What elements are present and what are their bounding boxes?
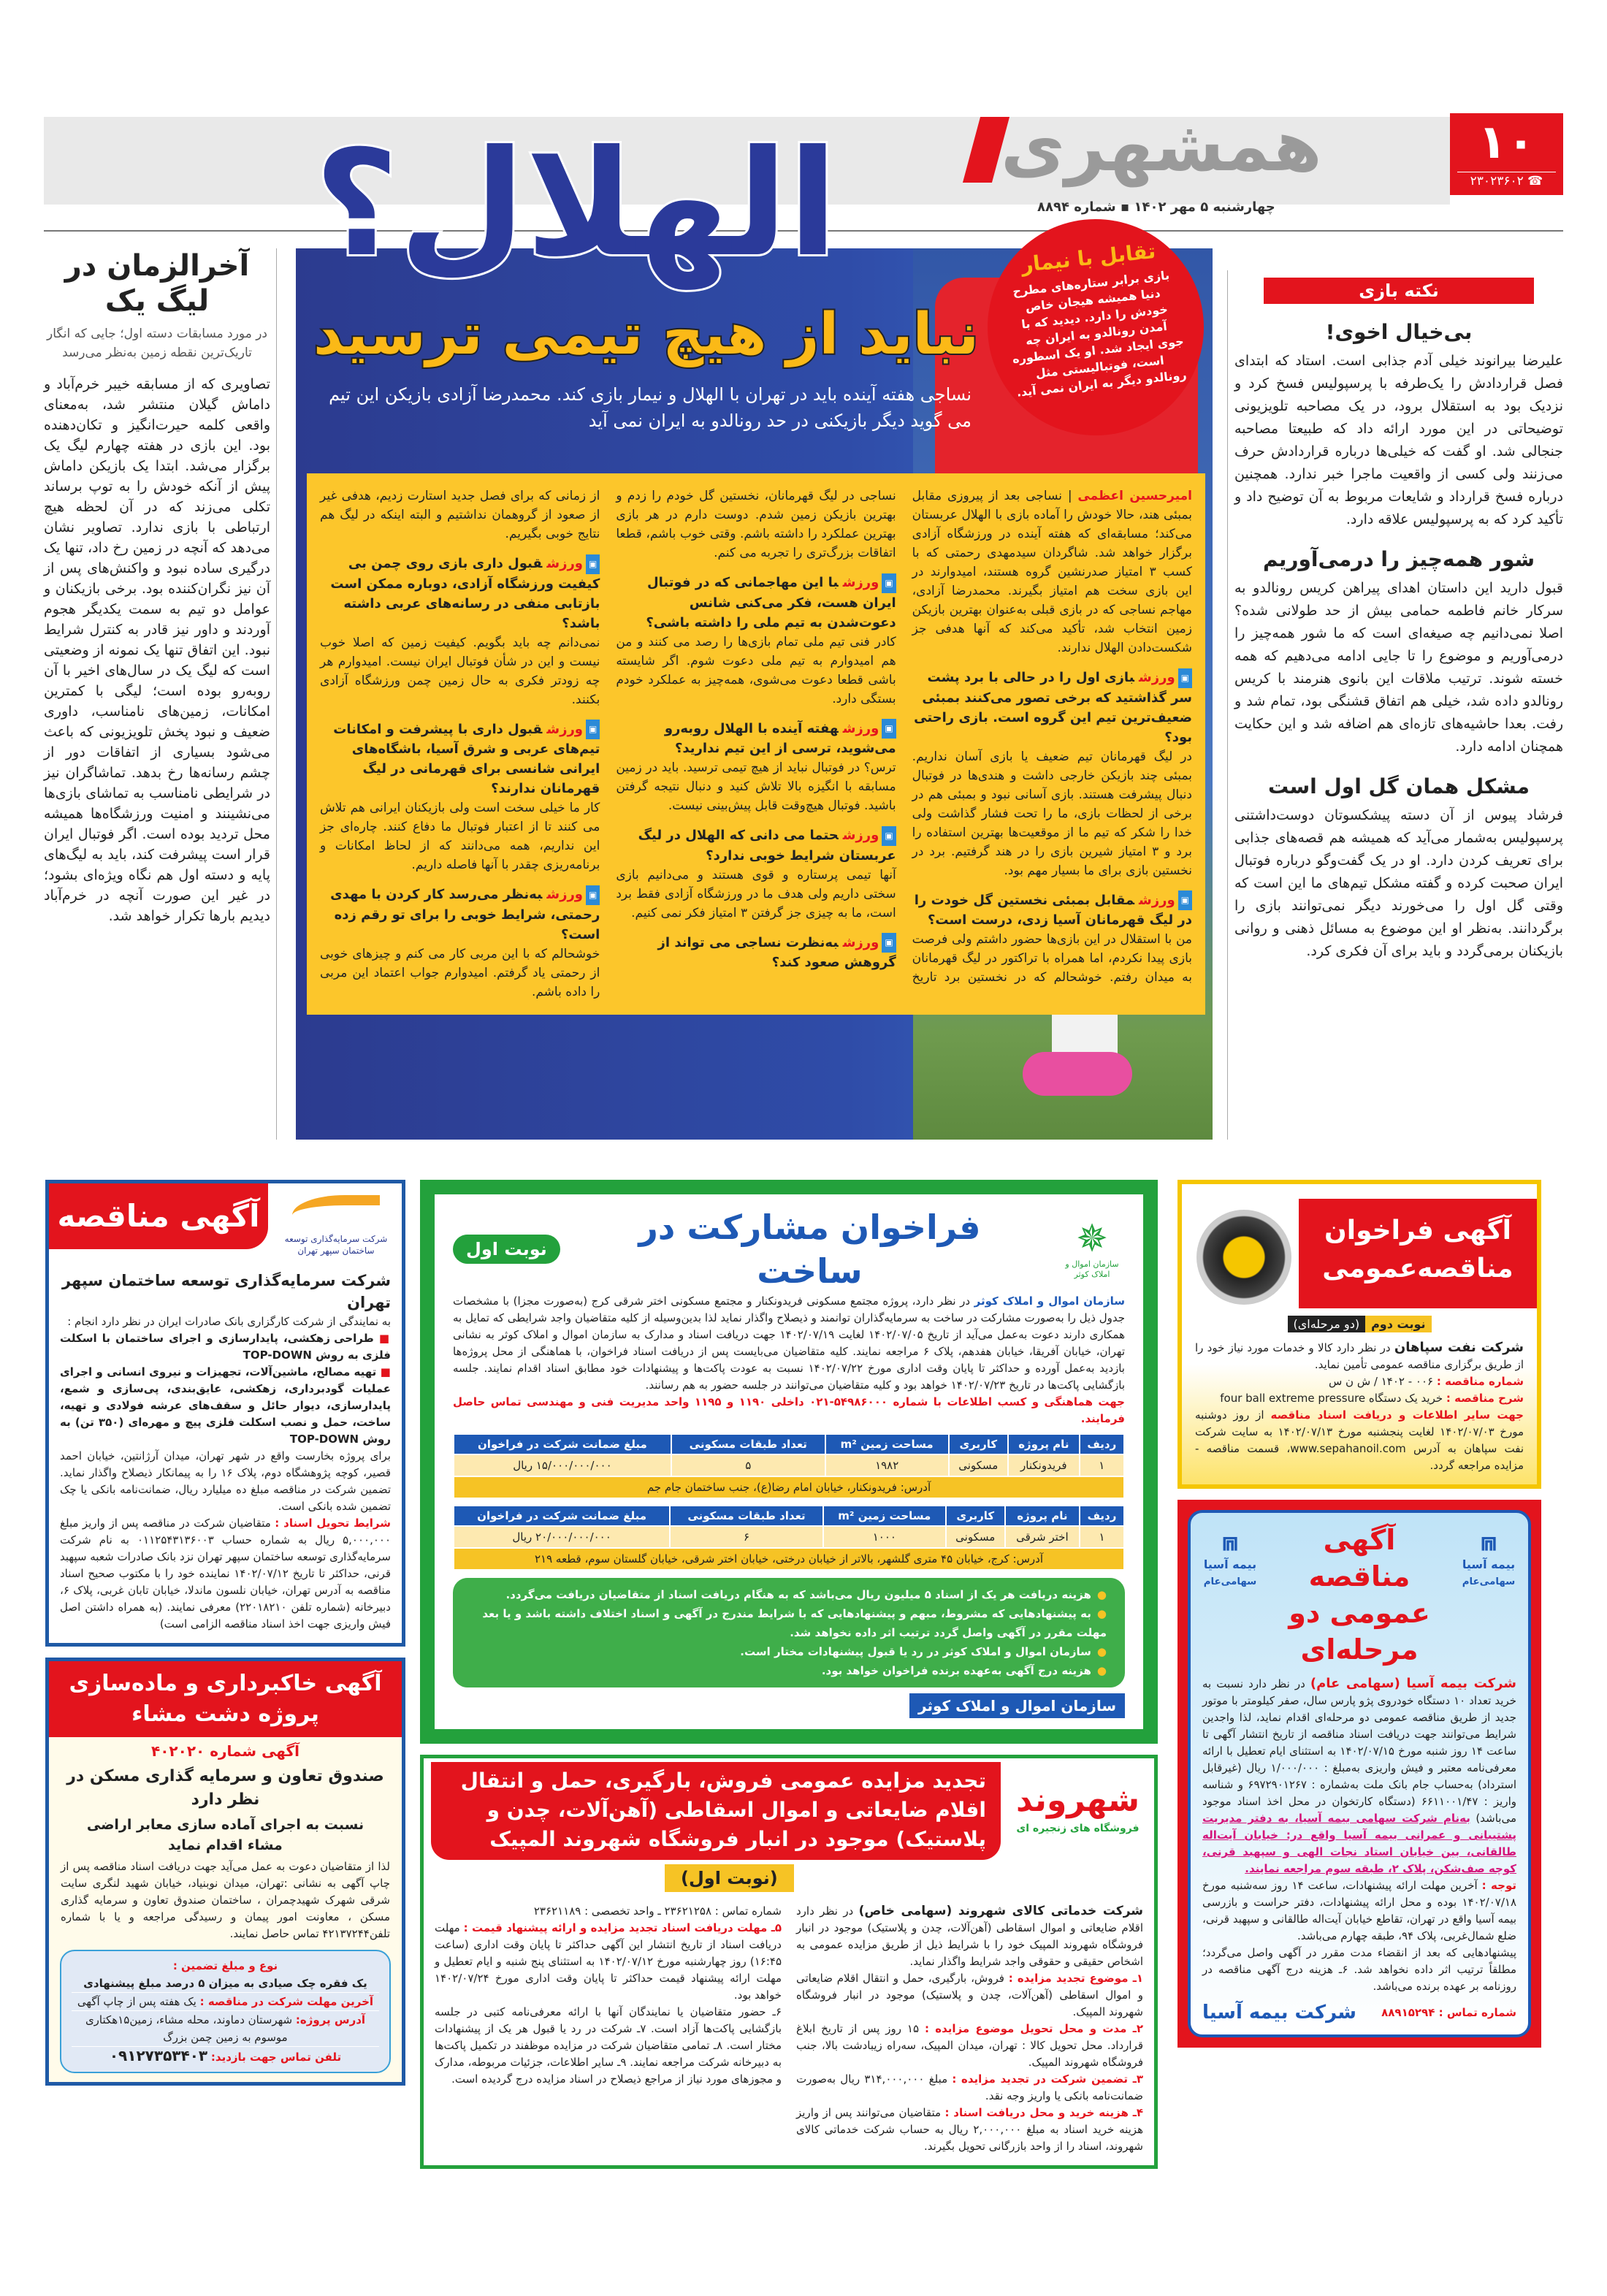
varzesh-logo-text: ورزش bbox=[1139, 892, 1175, 908]
interview-answer: آنها تیمی پرستاره و قوی هستند و می‌دانیم بازی سختی داریم ولی هدف ما در ورزشگاه آزادی فقط برد است، ما به چیزی جز گرفتن ۳ امتیاز فکر نمی کنیم. bbox=[616, 867, 896, 920]
intro-text: نساجی بعد از پیروزی مقابل بمبئی هند، حالا خودش را آماده بازی با الهلال عربستان می‌کند؛ مسابقه‌ای که هفته آینده در ورزشگاه آزادی برگزار خواهد شد. شاگردان سیدمهدی رحمتی که با کسب ۳ امتیاز صدرنشین گروه هستند، امیدوارند در این بازی سخت هم امتیاز بگیرند. محمدرضا آزادی، مهاجم نساجی که در بازی قبلی به‌عنوان بهترین بازیکن زمین انتخاب شد، تأکید می‌کند که آنها هدفی جز شکست‌دادن الهلال ندارند. bbox=[912, 489, 1192, 655]
table-cell: مسکونی bbox=[949, 1454, 1008, 1476]
address-row bbox=[454, 1548, 1124, 1570]
notes-box bbox=[453, 1578, 1125, 1687]
round-badge: نوبت دوم bbox=[1365, 1316, 1431, 1332]
details-box bbox=[60, 1950, 391, 2073]
question-text: حتما می دانی که الهلال در لیگ عربستان شرایط خوبی ندارد؟ bbox=[638, 828, 896, 863]
deadline bbox=[72, 1993, 379, 2010]
table-cell: ۶ bbox=[670, 1526, 823, 1548]
column-header: ردیف bbox=[1080, 1434, 1124, 1454]
guarantee bbox=[72, 1957, 379, 1992]
callout-text: بازی برابر ستاره‌های مطرح دنیا همیشه هیجان خاص خودش را دارد. دیدید که با آمدن رونالدو به ایران چه جوی ایجاد شد. او یک اسطوره است، فوتبالیستی مثل رونالدو دیگر به ایران نمی آید. bbox=[1012, 268, 1188, 400]
stage-badges bbox=[1182, 1314, 1537, 1335]
intro-text: در نظر دارد کالا و خدمات مورد نیاز خود را از طریق برگزاری مناقصه عمومی تأمین نماید. bbox=[1195, 1341, 1524, 1371]
note-item: ● هزینه درج آگهی به‌عهده برنده فراخوان خواهد بود. bbox=[471, 1661, 1107, 1680]
column-header: مبلغ ضمانت شرکت در فراخوان bbox=[454, 1506, 670, 1526]
org-name: سازمان اموال و املاک کوثر bbox=[974, 1294, 1126, 1308]
logo-swoosh-icon bbox=[292, 1195, 380, 1229]
logo-text: بیمه آسیا bbox=[1203, 1557, 1257, 1571]
section-kicker: نکته بازی bbox=[1264, 278, 1534, 304]
interview-answer: در لیگ قهرمانان تیم ضعیف یا بازی آسان نداریم. بمبئی چند بازیکن خارجی داشت و هندی‌ها در فوتبال دنبال پیشرفت هستند. بازی آسانی نبود و بمبئی هم در برخی از لحظات بازی، ما را تحت فشار گذاشت ولی خدا را شکر که تیم ما از موقعیت‌ها بهترین استفاده را برد و ۳ امتیاز شیرین بازی را در هند گرفتیم. برد در نخستین بازی برای ما بسیار مهم بود. bbox=[912, 749, 1193, 878]
interview-question bbox=[320, 720, 600, 799]
label: شماره مناقصه : bbox=[1436, 1375, 1524, 1388]
ads-column-middle bbox=[420, 1180, 1158, 2169]
note-text: آخرین مهلت ارائه پیشنهادات، ساعت ۱۴ روز سه‌شنبه مورخ ۱۴۰۲/۰۷/۱۸ بوده و محل ارائه پیشنهادات، دفتر حراست و بازرسی بیمه آسیا واقع در تهران، تقاطع خیابان آیت‌اله طالقانی و سپهبد قرنی، ضلع شمال‌غربی، پلاک ۹۴، طبقه چهارم می‌باشد. bbox=[1202, 1879, 1516, 1942]
ad-body bbox=[1202, 1675, 1516, 1877]
logo-text: بیمه آسیا bbox=[1462, 1557, 1516, 1571]
interview-answer: کادر فنی تیم ملی تمام بازی‌ها را رصد می کنند و من هم امیدوارم به تیم ملی دعوت شوم. اگر شایسته باشی قطعا دعوت می‌شوی، همه‌چیز به عملکرد خودم بستگی دارد. bbox=[616, 634, 896, 706]
left-story bbox=[44, 248, 270, 926]
ad-terms: پیشنهادهایی که بعد از انقضاء مدت مقرر در آگهی واصل می‌گردد؛ مطلقاً ترتیب اثر داده نخواهد شد. ۶ـ هزینه درج آگهی مناقصه در روزنامه بر عهده برنده می‌باشد. bbox=[1202, 1946, 1516, 1993]
interview-question bbox=[616, 825, 896, 866]
ad-title: آگهی فراخوان مناقصه‌عمومی bbox=[1299, 1199, 1537, 1308]
varzesh-logo-icon: ▣ bbox=[882, 573, 896, 593]
varzesh-logo-text: ورزش bbox=[842, 934, 879, 950]
label: ۱ـ موضوع تجدید مزایده : bbox=[1008, 1972, 1143, 1985]
interview-question bbox=[912, 668, 1192, 747]
varzesh-logo-icon: ▣ bbox=[586, 554, 600, 574]
varzesh-logo-icon: ▣ bbox=[1178, 668, 1192, 688]
project-address: آدرس: کرج، خیابان ۴۵ متری گلشهر، بالاتر از خیابان درختی، خیابان اختر شرقی، خیابان گلستان سوم، قطعه ۲۱۹ bbox=[454, 1548, 1124, 1570]
interview-question bbox=[616, 573, 896, 633]
varzesh-logo-icon: ▣ bbox=[882, 719, 896, 739]
ad-signature: شرکت بیمه آسیا bbox=[1202, 2002, 1356, 2024]
ad-title: فراخوان مشارکت در ساخت bbox=[638, 1208, 981, 1291]
table-header-row bbox=[454, 1506, 1124, 1526]
logo-sub: سهامی‌عام bbox=[1462, 1576, 1516, 1587]
varzesh-logo-text: ورزش bbox=[546, 887, 583, 902]
interview-question bbox=[320, 885, 600, 945]
main-headline: الهلال؟ bbox=[314, 119, 839, 289]
ad-body bbox=[49, 1740, 402, 1942]
value: مهلت دریافت اسناد از تاریخ انتشار این آگهی حداکثر تا پایان وقت اداری (ساعت ۱۶:۴۵) روز چهارشنبه مورخ ۱۴۰۲/۰۷/۱۲ به استثنای پنج شنبه و ایام تعطیل و مهلت ارائه پیشنهاد قیمت حداکثر تا پایان وقت اداری مورخ ۱۴۰۲/۰۷/۲۴ خواهد بود. bbox=[435, 1921, 782, 2002]
dateline: چهارشنبه ۵ مهر ۱۴۰۲ ▪ شماره ۸۸۹۴ bbox=[1037, 199, 1275, 215]
table-cell: ۱ bbox=[1080, 1526, 1124, 1548]
issue-date: چهارشنبه ۵ مهر ۱۴۰۲ bbox=[1134, 199, 1275, 215]
ad-badge: آگهی مناقصه bbox=[49, 1183, 268, 1249]
column-header: تعداد طبقات مسکونی bbox=[670, 1506, 823, 1526]
table-cell: اختر شرقی bbox=[1005, 1526, 1080, 1548]
ad-intro: به نمایندگی از شرکت کارگزاری بانک صادرات ایران در نظر دارد انجام : bbox=[67, 1315, 391, 1328]
interview-question bbox=[320, 554, 600, 633]
value: ۱۵ روز پس از تاریخ ابلاغ قرارداد. محل تحویل کالا : تهران، میدان المپیک، سه‌راه زیبادشت بالا، جنب فروشگاه شهروند المپیک. bbox=[796, 2022, 1143, 2069]
logo-sub: فروشگاه های زنجیره ای bbox=[1016, 1823, 1140, 1834]
contact-line: شماره تماس : ۲۳۶۲۱۲۵۸ ـ واحد تخصصی : ۲۳۶۲۱۱۸۹ bbox=[533, 1904, 782, 1918]
clause bbox=[435, 1920, 782, 2004]
table-cell: ۲۰/۰۰۰/۰۰۰/۰۰۰ ریال bbox=[454, 1526, 670, 1548]
varzesh-logo-text: ورزش bbox=[842, 720, 879, 736]
value: ۰۹۱۲۷۳۵۳۴۰۳ bbox=[109, 2047, 208, 2064]
table-cell: ۱ bbox=[1080, 1454, 1124, 1476]
value: شهرستان دماوند، محله مشاء، زمین۱۵هکتاری موسوم به زمین چمن بزرگ bbox=[85, 2013, 293, 2044]
question-text: قبول داری با پیشرفت و امکانات تیم‌های عربی و شرق آسیا، باشگاه‌های ایرانی شانسی برای قهرمانی در لیگ قهرمانان ندارند؟ bbox=[333, 721, 600, 796]
ad-number: آگهی شماره ۴۰۲۰۲۰ bbox=[150, 1742, 299, 1760]
body-text: لذا از متقاضیان دعوت به عمل می‌آید جهت دریافت اسناد مناقصه پس از چاپ آگهی به نشانی :تهران، میدان نوبنیاد، خیابان شهید لنگری سایت شرقی شهرک شهیدچمران ، ساختمان صندوق تعاون و سرمایه گذاری مسکن ، معاونت امور پیمان و رسیدگی مراجعه و یا با شماره تلفن۴۲۱۳۷۲۴۴ تماس حاصل نمایند. bbox=[61, 1860, 390, 1940]
column-header: تعداد طبقات مسکونی bbox=[671, 1434, 825, 1454]
shahrvand-logo bbox=[1016, 1780, 1140, 1836]
story-dek: در مورد مسابقات دسته اول؛ جایی که انگار تاریک‌ترین نقطه زمین به‌نظر می‌رسد bbox=[46, 327, 267, 360]
column-header: مساحت زمین m² bbox=[825, 1434, 949, 1454]
body-text: در نظر دارد نسبت به خرید تعداد ۱۰ دستگاه خودروی پژو پارس سال، صفر کیلومتر با موتور جدید از طریق مناقصه عمومی دو مرحله‌ای اقدام نماید، لذا واجدین شرایط می‌توانند جهت دریافت اسناد مناقصه از تاریخ انتشار آگهی تا ساعت ۱۴ روز شنبه مورخ ۱۴۰۲/۰۷/۱۵ به استثنای ایام تعطیل با ارائه معرفی‌نامه معتبر و فیش واریزی به‌مبلغ : ۱/۰۰۰/۰۰۰ ریال (غیرقابل استرداد) به‌حساب جام بانک ملت به‌شماره : ۶۹۷۲۹۰۱۲۶۷ و شناسه واریز : ۶۶۱۱۰۰۱/۴۷ (دستگاه کارتخوان در محل اخذ اسناد موجود می‌باشد) bbox=[1202, 1677, 1517, 1825]
varzesh-logo-icon: ▣ bbox=[586, 720, 600, 739]
question-text: هفته آینده با الهلال روبه‌رو می‌شوید، ترسی از این تیم ندارید؟ bbox=[664, 720, 896, 756]
section-body: قبول دارید این داستان اهدای پیراهن کریس رونالدو به سرکار خانم فاطمه حمامی بیش از حد طولانی شده؟ اصلا نمی‌دانیم چه صیغه‌ای است که ما شور همه‌چیز را درمی‌آوریم و موضوع را تا جایی ادامه می‌دهیم که همه خسته شوند. ترتیب ملاقات این بانوی هنرمند با کریس رونالدو داده شد، خیلی هم اتفاق قشنگی بود، تمام شد و رفت. بعدا حاشیه‌های تازه‌ای هم اضافه شد و این حکایت همچنان ادامه دارد. bbox=[1234, 580, 1563, 755]
column-header: نام پروژه bbox=[1008, 1434, 1080, 1454]
tender-info bbox=[1195, 1407, 1524, 1474]
varzesh-logo-icon: ▣ bbox=[882, 826, 896, 846]
interview-answer: خوشحالم که با این مربی کار می کنم و چیزهای خوبی از رحمتی یاد گرفتم. امیدوارم جواب اعتماد این مربی را داده باشم. bbox=[320, 946, 600, 999]
story-body: تصاویری که از مسابقه خیبر خرم‌آباد و داماش گیلان منتشر شد، به‌معنای واقعی کلمه حیرت‌انگیز و تکان‌دهنده بود. این بازی در هفته چهارم لیگ یک برگزار می‌شد. ابتدا یک بازیکن داماش پیش از آنکه خودش را به توپ برساند تکلی می‌زند که در آن لحظه هیچ ارتباطی با بازی ندارد. تصاویر نشان می‌دهد که آنچه در زمین رخ داد، تنها یک درگیری ساده نبود و واکنش‌های پس از آن نیز نگران‌کننده بود. برخی بازیکنان و عوامل دو تیم به سمت یکدیگر هجوم آوردند و داور نیز قادر به کنترل شرایط نبود. این اتفاق تنها یک نمونه از وضعیتی است که لیگ یک در سال‌های اخیر با آن روبه‌رو بوده است؛ لیگی با کمترین امکانات، زمین‌های نامناسب، داوری ضعیف و نبود پخش تلویزیونی که باعث می‌شود بسیاری از اتفاقات دور از چشم رسانه‌ها رخ بدهد. تماشاگران نیز در شرایطی نامناسب به تماشای بازی‌ها می‌نشینند و امنیت ورزشگاه‌ها همیشه محل تردید بوده است. اگر فوتبال ایران قرار است پیشرفت کند، باید به لیگ‌های پایه و دسته اول هم نگاه ویژه‌ای بشود؛ در غیر این صورت آنچه در خرم‌آباد دیدیم بارها تکرار خواهد شد. bbox=[44, 376, 270, 924]
asia-arch-icon: ⩎ bbox=[1222, 1527, 1238, 1557]
table-cell: ۱۵/۰۰۰/۰۰۰/۰۰۰ ریال bbox=[454, 1454, 671, 1476]
varzesh-logo-text: ورزش bbox=[842, 828, 879, 843]
column-header: کاربری bbox=[949, 1434, 1008, 1454]
project-address bbox=[72, 2011, 379, 2046]
ad-item: ■ طراحی زهکشی، پایدارسازی و اجرای ساختمان با اسکلت فلزی به روش TOP-DOWN bbox=[60, 1332, 391, 1362]
table-cell: ۱۹۸۲ bbox=[825, 1454, 949, 1476]
byline: امیرحسین اعظمی bbox=[1077, 489, 1192, 503]
company-logo bbox=[278, 1189, 394, 1256]
note-item: ● هزینه دریافت هر یک از اسناد ۵ میلیون ریال می‌باشد که به هنگام دریافت اسناد از متقاضیان دریافت می‌گردد. bbox=[471, 1585, 1107, 1604]
item-text: طراحی زهکشی، پایدارسازی و اجرای ساختمان با اسکلت فلزی به روش TOP-DOWN bbox=[60, 1332, 391, 1362]
asia-arch-icon: ⩎ bbox=[1481, 1527, 1497, 1557]
issue-number: شماره ۸۸۹۴ bbox=[1037, 199, 1116, 215]
section-body: علیرضا بیرانوند خیلی آدم جذابی است. استاد که ابتدای فصل قراردادش را یک‌طرفه با پرسپولیس فسخ کرد و نزدیک بود به استقلال برود، در یک مصاحبه تلویزیونی توضیحاتی در این مورد ارائه داد که طبیعتا مصاحبه جنجالی شد. او گفت که خیلی‌ها درباره قراردادش حرف می‌زنند ولی کسی از واقعیت ماجرا خبر ندارد. همچنین درباره فسخ قرارداد و شایعات مربوط به آن توضیح داد و تأکید کرد که به پرسپولیس علاقه دارد. bbox=[1234, 353, 1563, 527]
ad-bimeh-asia-tender bbox=[1177, 1500, 1541, 2048]
column-sections bbox=[1234, 320, 1563, 963]
question-text: به‌نظر می‌رسد کار کردن با مهدی رحمتی، شرایط خوبی را برای تو رقم زده است؟ bbox=[330, 887, 600, 942]
feature-dek: نساجی هفته آینده باید در تهران با الهلال و نیمار بازی کند. محمدرضا آزادی بازیکن این تیم می گوید دیگر بازیکنی در حد رونالدو به ایران نمی آید bbox=[329, 384, 972, 431]
column-header: مساحت زمین m² bbox=[823, 1506, 946, 1526]
logo-text: شرکت سرمایه‌گذاری توسعه ساختمان سپهر تهران bbox=[284, 1234, 388, 1256]
value: ۰۰۶ - ۱۴۰۲ / ش ن س bbox=[1328, 1375, 1434, 1388]
interview-answer: نمی‌دانم چه باید بگویم. کیفیت زمین که اصلا خوب نیست و این در شأن فوتبال ایران نیست. امیدوارم هر چه زودتر فکری به حال زمین چمن ورزشگاه آزادی بکنند. bbox=[320, 635, 600, 707]
ad-body bbox=[1182, 1339, 1537, 1474]
intro-text: در نظر دارد اقلام ضایعاتی و اموال اسقاطی (آهن‌آلات، چدن و پلاستیک) موجود در انبار فروشگاه شهروند المپیک خود را با شرایط ذیل از طریق مزایده عمومی به اشخاص حقیقی و حقوقی واجد شرایط واگذار نماید. bbox=[796, 1904, 1143, 1968]
ad-header bbox=[453, 1205, 1125, 1293]
sepahan-oil-seal-icon bbox=[1196, 1210, 1291, 1305]
ads-column-right bbox=[1177, 1180, 1541, 2048]
project-table bbox=[453, 1505, 1125, 1571]
logo-sub: سهامی‌عام bbox=[1203, 1576, 1257, 1587]
varzesh-logo-icon: ▣ bbox=[882, 933, 896, 953]
phone-text: ۲۳۰۲۳۶۰۲ bbox=[1470, 174, 1524, 188]
logo-text: شهروند bbox=[1016, 1782, 1140, 1819]
story-title: آخرالزمان در لیگ یک bbox=[64, 249, 250, 318]
tender-number bbox=[1195, 1373, 1524, 1390]
interview-box bbox=[307, 473, 1205, 1015]
project-address: آدرس: فریدونکنار، خیابان امام رضا(ع)، جنب ساختمان جام جم bbox=[454, 1476, 1124, 1498]
ad-title: آگهی مناقصه عمومی دو مرحله‌ای bbox=[1289, 1524, 1430, 1666]
varzesh-logo-text: ورزش bbox=[546, 721, 583, 737]
right-column bbox=[1234, 248, 1563, 963]
column-divider bbox=[276, 248, 277, 1140]
ad-columns bbox=[435, 1903, 1143, 2155]
phone-icon: ☎ bbox=[1523, 174, 1543, 188]
label: جهت سایر اطلاعات و دریافت اسناد مناقصه bbox=[1270, 1408, 1524, 1422]
bimeh-asia-logo bbox=[1201, 1528, 1259, 1590]
table-cell: ۱۰۰۰ bbox=[823, 1526, 946, 1548]
tender-description bbox=[1195, 1390, 1524, 1407]
table-row bbox=[454, 1526, 1124, 1548]
company-name: شرکت سرمایه‌گذاری توسعه ساختمان سپهر تهران bbox=[61, 1272, 391, 1311]
star-emblem-icon: ✵ bbox=[1076, 1217, 1108, 1261]
ad-column-left bbox=[435, 1903, 782, 2155]
ad-footer bbox=[1202, 1999, 1516, 2026]
ad-conditions bbox=[60, 1515, 391, 1633]
sub-headline: نباید از هیچ تیمی ترسید bbox=[313, 302, 979, 367]
column-header: کاربری bbox=[946, 1506, 1005, 1526]
interview-answer: من با استقلال در این بازی‌ها حضور داشتم ولی فرصت بازی پیدا نکردم، اما همراه با تراکتور در لیگ قهرمانان به میدان رفتم. خوشحالم که در نخستین برد تاریخ نساجی در لیگ قهرمانان، نخستین گل خودم را زدم و بهترین بازیکن زمین شدم. دوست دارم در هر بازی بهترین عملکرد را داشته باشم. وقتی خوب باشم، قطعا اتفاقات بزرگ‌تری را تجربه می کنم. bbox=[616, 489, 1192, 985]
note-label: توجه : bbox=[1481, 1879, 1516, 1892]
org-line: صندوق تعاون و سرمایه گذاری مسکن در نظر دارد bbox=[66, 1767, 384, 1809]
varzesh-logo-text: ورزش bbox=[842, 575, 879, 590]
column-header: مبلغ ضمانت شرکت در فراخوان bbox=[454, 1434, 671, 1454]
value: متقاضیان می‌توانند پس از واریز هزینه خرید اسناد به مبلغ ۲,۰۰۰,۰۰۰ ریال به حساب شرکت خدماتی کالای شهروند، اسناد را از واحد بازرگانی تحویل بگیرند. bbox=[796, 2106, 1143, 2153]
callout-title: تقابل با نیمار bbox=[1020, 238, 1157, 278]
varzesh-logo-text: ورزش bbox=[1139, 670, 1175, 685]
ad-column-right bbox=[796, 1903, 1143, 2155]
label: ۵ـ مهلت دریافت اسناد تجدید مزایده و ارائه پیشنهاد قیمت : bbox=[463, 1921, 782, 1934]
note-item: ● به پیشنهادهایی که مشروط، مبهم و پیشنهادهایی که با شرایط مندرج در آگهی و اسناد اختلاف داشته باشد و یا بعد مهلت مقرر در آگهی واصل گردد ترتیب اثر داده نخواهد شد. bbox=[471, 1604, 1107, 1642]
conditions-text: متقاضیان شرکت در مناقصه پس از واریز مبلغ ۵,۰۰۰,۰۰۰ ریال به شماره حساب ۰۱۱۲۵۴۳۱۳۶۰۰۳ به نام شرکت سرمایه‌گذاری توسعه ساختمان سپهر تهران نزد بانک صادرات شعبه سپهبد قرنی، حداکثر تا تاریخ ۱۴۰۲/۰۷/۱۲ نماینده خود را با مکتوب صحیح اسناد مناقصه به آدرس تهران، خیابان نلسون ماندلا، خیابان تابان غربی، پلاک ۶، دبیرخانه (شماره تلفن ۲۲۰۱۸۲۱۰) معرفی نمایند. (به همراه داشتن اصل فیش واریزی جهت اخذ اسناد مناقصه الزامی است) bbox=[60, 1517, 392, 1631]
page-number: ۱۰ bbox=[1478, 115, 1535, 169]
value: یک فقره چک صیادی به میزان ۵ درصد مبلغ پیشنهادی bbox=[83, 1977, 367, 1990]
value: فروش، بارگیری، حمل و انتقال اقلام ضایعاتی و اموال اسقاطی (آهن‌آلات، چدن و پلاستیک) موجود در انبار فروشگاه شهروند المپیک. bbox=[796, 1972, 1143, 2018]
intro-text: در نظر دارد، پروژه مجتمع مسکونی فریدونکنار و مجتمع مسکونی اختر شرقی کرج (به‌صورت مجزا) با مشخصات جدول ذیل را به‌صورت مشارکت در ساخت به سرمایه‌گذاران توانمند و ذیصلاح واگذار نماید لذا بدین‌وسیله از کلیه متقاضیان واجد شرایطی که تمایل به همکاری دارند دعوت به‌عمل می‌آید از تاریخ ۱۴۰۲/۰۷/۰۵ لغایت ۱۴۰۲/۰۷/۱۹ جهت دریافت اسناد و مدارک به سازمان اموال و املاک کوثر به نشانی تهران، خیابان آفریقا، خیابان هفدهم، پلاک ۶ مراجعه نمایند. کلیه متقاضیان می‌بایست پس از دریافت اسناد فراخوان، با هماهنگی از محل پروژه‌ها بازدید به‌عمل آورده و حداکثر تا پایان وقت اداری مورخ ۱۴۰۲/۰۷/۲۲ نسبت به عودت پاکت‌ها و پیشنهادات خود مطابق اسناد اقدام نمایند. جلسه بازگشایی پاکت‌ها در تاریخ ۱۴۰۲/۰۷/۲۳ خواهد بود و کلیه متقاضیان می‌توانند در جلسه حضور به هم رسانند. bbox=[453, 1294, 1125, 1392]
visit-phone bbox=[72, 2047, 379, 2066]
project-table bbox=[453, 1433, 1125, 1499]
clause bbox=[796, 2021, 1143, 2071]
round-badge: نوبت اول bbox=[453, 1235, 560, 1264]
section-title: بی‌خیال اخوی! bbox=[1325, 320, 1473, 344]
label: شرح مناقصه : bbox=[1446, 1392, 1524, 1405]
ad-item: ■ تهیه مصالح، ماشین‌آلات، تجهیزات و نیروی انسانی و اجرای عملیات گودبرداری، زهکشی، عایق‌بندی، پی‌سازی و شمع، پایدارسازی، دیوار حائل و سقف‌های عرشه فولادی و تهیه، ساخت، حمل و نصب اسکلت فلزی پیچ و مهره‌ای (۳۵۰ تن) به روش TOP-DOWN bbox=[60, 1365, 391, 1446]
table-cell: ۵ bbox=[671, 1454, 825, 1476]
clause bbox=[796, 2105, 1143, 2155]
ad-text: برای پروژه بخارست واقع در شهر تهران، میدان آرژانتین، خیابان احمد قصیر، کوچه پژوهشگاه دوم، پلاک ۱۶ را به پیمانکار ذیصلاح واگذار نماید. تضمین شرکت در مناقصه مبلغ ده میلیارد ریال، ضمانت‌نامه بانکی یا چک تضمین شده بانکی است. bbox=[60, 1449, 391, 1513]
interview-question bbox=[912, 890, 1192, 931]
section-title: مشکل همان گل اول است bbox=[1267, 774, 1530, 798]
round-badge: (نوبت اول) bbox=[665, 1864, 794, 1892]
player-boot bbox=[1023, 1052, 1132, 1096]
column-divider bbox=[1227, 270, 1228, 1140]
label: نوع و مبلغ تضمین : bbox=[172, 1959, 278, 1972]
question-text: قبول داری بازی روی چمن بی کیفیت ورزشگاه آزادی، دوباره ممکن است بازتابی منفی در رسانه‌های عربی داشته باشد؟ bbox=[330, 556, 600, 631]
section-body: فرشاد پیوس از آن دسته پیشکسوتان دوست‌داشتنی پرسپولیس به‌شمار می‌آید که همیشه هم قصه‌های جذابی برای تعریف کردن دارد. او در یک گفت‌وگو درباره فوتبال ایران صحبت کرده و گفته مشکل تیم‌های ما این است که وقتی گل اول را می‌خورند دیگر نمی‌توانند بازی را برگردانند. به‌نظر او این موضوع به مسائل ذهنی و روانی بازیکنان برمی‌گردد و باید برای آن فکری کرد. bbox=[1234, 807, 1563, 959]
ad-intro bbox=[796, 1903, 1143, 1970]
contact-line: جهت هماهنگی و کسب اطلاعات با شماره ۵۴۹۸۶۰۰۰-۰۲۱ داخلی ۱۱۹۰ و ۱۱۹۵ واحد مدیریت فنی و مهندسی تماس حاصل فرمایند. bbox=[453, 1395, 1125, 1425]
value: خرید یک دستگاه four ball extreme pressure bbox=[1220, 1392, 1443, 1405]
interview-intro: امیرحسین اعظمی | نساجی بعد از پیروزی مقابل بمبئی هند، حالا خودش را آماده بازی با الهلال عربستان می‌کند؛ مسابقه‌ای که هفته آینده در ورزشگاه آزادی برگزار خواهد شد. شاگردان سیدمهدی رحمتی که با کسب ۳ امتیاز صدرنشین گروه هستند، امیدوارند در این بازی سخت هم امتیاز بگیرند. محمدرضا آزادی، مهاجم نساجی که در بازی قبلی به‌عنوان بهترین بازیکن زمین انتخاب شد، تأکید می‌کند که آنها هدفی جز شکست‌دادن الهلال ندارند. bbox=[912, 489, 1192, 655]
table-row bbox=[454, 1454, 1124, 1476]
ads-column-left bbox=[45, 1180, 405, 2086]
value: یک هفته پس از چاپ آگهی bbox=[77, 1995, 196, 2008]
ad-title: آگهی خاکبرداری و ماده‌سازی پروژه دشت مشاء bbox=[49, 1661, 402, 1737]
clause: ۶ـ حضور متقاضیان یا نمایندگان آنها با ارائه معرفی‌نامه کتبی در جلسه بازگشایی پاکت‌ها آزاد است. ۷ـ شرکت در رد یا قبول هر یک از پیشنهادات مختار است. ۸ـ تمامی متقاضیان شرکت در مزایده موظفند در تکمیل پاکت‌ها به دبیرخانه شرکت مراجعه نمایند. ۹ـ سایر اطلاعات، جزئیات مربوطه، مدارک و مجوزهای مورد نیاز از مراجع ذیصلاح در اسناد مزایده درج گردیده است. bbox=[435, 2005, 782, 2086]
label: تلفن تماس جهت بازدید: bbox=[210, 2051, 342, 2064]
interview-answer: کار ما خیلی سخت است ولی بازیکنان ایرانی هم تلاش می کنند تا از اعتبار فوتبال ما دفاع کنند. چاره‌ای جز این نداریم، همه می‌دانند که از لحاظ امکانات و برنامه‌ریزی چقدر با آنها فاصله داریم. bbox=[320, 801, 600, 872]
org-logo bbox=[1059, 1218, 1125, 1280]
question-text: مقابل بمبئی نخستین گل خودت را در لیگ قهرمانان آسیا زدی، درست است؟ bbox=[914, 892, 1192, 928]
sub-line: نسبت به اجرای آماده سازی معابر اراضی مشاء اقدام نماید bbox=[86, 1817, 364, 1853]
question-text: به‌نظرت نساجی می تواند از گروهش صعود کند؟ bbox=[657, 934, 896, 970]
clause bbox=[796, 2071, 1143, 2105]
bimeh-asia-logo bbox=[1459, 1528, 1518, 1590]
address-row bbox=[454, 1476, 1124, 1498]
varzesh-logo-text: ورزش bbox=[546, 556, 583, 571]
company-name: شرکت بیمه آسیا (سهامی عام) bbox=[1310, 1676, 1516, 1691]
company-name: شرکت نفت سپاهان bbox=[1394, 1340, 1524, 1355]
ad-intro bbox=[453, 1293, 1125, 1394]
ad-shahrvand-auction bbox=[420, 1755, 1158, 2169]
varzesh-logo-icon: ▣ bbox=[586, 885, 600, 905]
ad-sepahan-oil-tender bbox=[1177, 1180, 1541, 1489]
label: ۲ـ مدت و محل تحویل موضوع مزایده : bbox=[924, 2022, 1143, 2035]
newspaper-logo: همشهری bbox=[1001, 105, 1322, 187]
varzesh-logo-icon: ▣ bbox=[1178, 890, 1192, 910]
ad-note bbox=[1202, 1877, 1516, 1945]
page-number-box bbox=[1450, 113, 1563, 195]
contact-phone: شماره تماس : ۸۸۹۱۵۲۹۴ bbox=[1381, 2005, 1516, 2019]
ad-sepehr-tender bbox=[45, 1180, 405, 1647]
table-cell: فریدونکنار bbox=[1008, 1454, 1080, 1476]
ad-masha-project bbox=[45, 1658, 405, 2086]
project-tables bbox=[453, 1433, 1125, 1571]
item-text: تهیه مصالح، ماشین‌آلات، تجهیزات و نیروی انسانی و اجرای عملیات گودبرداری، زهکشی، عایق‌بندی، پی‌سازی و شمع، پایدارسازی، دیوار حائل و سقف‌های عرشه فولادی و تهیه، ساخت، حمل و نصب اسکلت فلزی پیچ و مهره‌ای (۳۵۰ تن) به روش TOP-DOWN bbox=[60, 1365, 391, 1446]
question-text: با این مهاجمانی که در فوتبال ایران هست، فکر می‌کنی شانس دعوت‌شدن به تیم ملی را داشته باشی؟ bbox=[646, 575, 896, 630]
ad-inner bbox=[1188, 1510, 1531, 2037]
ad-kowsar-call bbox=[420, 1180, 1158, 1744]
interview-answer: از زمانی که برای فصل جدید استارت زدیم، هدفی غیر از صعود از گروهمان نداشتیم و البته اینکه در لیگ هم نتایج خوبی بگیریم. bbox=[320, 489, 600, 541]
column-header: ردیف bbox=[1080, 1506, 1124, 1526]
interview-question bbox=[616, 933, 896, 973]
value: مبلغ ۳۱۴,۰۰۰,۰۰۰ ریال به‌صورت ضمانت‌نامه بانکی یا واریز وجه نقد. bbox=[796, 2072, 1143, 2102]
address-text: به‌نام شرکت سهامی بیمه آسیا، به دفتر مدیریت پشتیبانی و عمرانی بیمه آسیا واقع در: خیابان آیت‌اله طالقانی، بین خیابان استاد نجات الهی و سپهبد قرنی، کوچه صف‌شکن، پلاک ۲، طبقه سوم مراجعه نمایند. bbox=[1202, 1812, 1516, 1875]
ad-inner bbox=[435, 1194, 1143, 1729]
section-title: شور همه‌چیز را درمی‌آوریم bbox=[1262, 547, 1535, 571]
label: آخرین مهلت شرکت در مناقصه : bbox=[199, 1995, 374, 2008]
ad-intro bbox=[1195, 1339, 1524, 1373]
org-signature: سازمان اموال و املاک کوثر bbox=[909, 1693, 1125, 1718]
conditions-label: شرایط تحویل اسناد : bbox=[275, 1517, 391, 1530]
logo-caption: سازمان اموال و املاک کوثر bbox=[1065, 1259, 1119, 1279]
question-text: بازی اول را در حالی با برد پشت سر گذاشتید که برخی تصور می‌کنند بمبئی ضعیف‌ترین تیم این گروه است. بازی راحتی بود؟ bbox=[914, 670, 1192, 745]
note-item: ● سازمان اموال و املاک کوثر در رد یا قبول پیشنهادات مختار است. bbox=[471, 1642, 1107, 1661]
interview-answer: ترس؟ در فوتبال نباید از هیچ تیمی ترسید. باید در زمین مسابقه با انگیزه بالا تلاش کنید و دنبال نتیجه گرفتن باشید. فوتبال هیچ‌وقت قابل پیش‌بینی نیست. bbox=[616, 760, 896, 813]
column-header: نام پروژه bbox=[1005, 1506, 1080, 1526]
interview-question bbox=[616, 719, 896, 759]
clause bbox=[796, 1970, 1143, 2021]
ad-title: تجدید مزایده عمومی فروش، بارگیری، حمل و انتقال اقلام ضایعاتی و اموال اسقاطی (آهن‌آلات، چدن و پلاستیک) موجود در انبار فروشگاه شهروند المپیک bbox=[431, 1762, 1001, 1860]
label: آدرس پروژه: bbox=[295, 2013, 366, 2026]
table-header-row bbox=[454, 1434, 1124, 1454]
table-cell: مسکونی bbox=[946, 1526, 1005, 1548]
value: از روز دوشنبه مورخ ۱۴۰۲/۰۷/۰۳ لغایت پنجشنبه مورخ ۱۴۰۲/۰۷/۱۳ به سایت شرکت نفت سپاهان به آدرس www.sepahanoil.com، قسمت مناقصه - مزایده مراجعه گردد. bbox=[1195, 1408, 1524, 1472]
phone-number bbox=[1457, 172, 1556, 188]
label: ۴ـ هزینه خرید و محل دریافت اسناد : bbox=[944, 2106, 1143, 2119]
stage-badge: (دو مرحله‌ای) bbox=[1288, 1316, 1366, 1332]
label: ۳ـ تضمین شرکت در تجدید مزایده : bbox=[952, 2072, 1143, 2086]
company-name: شرکت خدماتی کالای شهروند (سهامی خاص) bbox=[858, 1904, 1143, 1918]
